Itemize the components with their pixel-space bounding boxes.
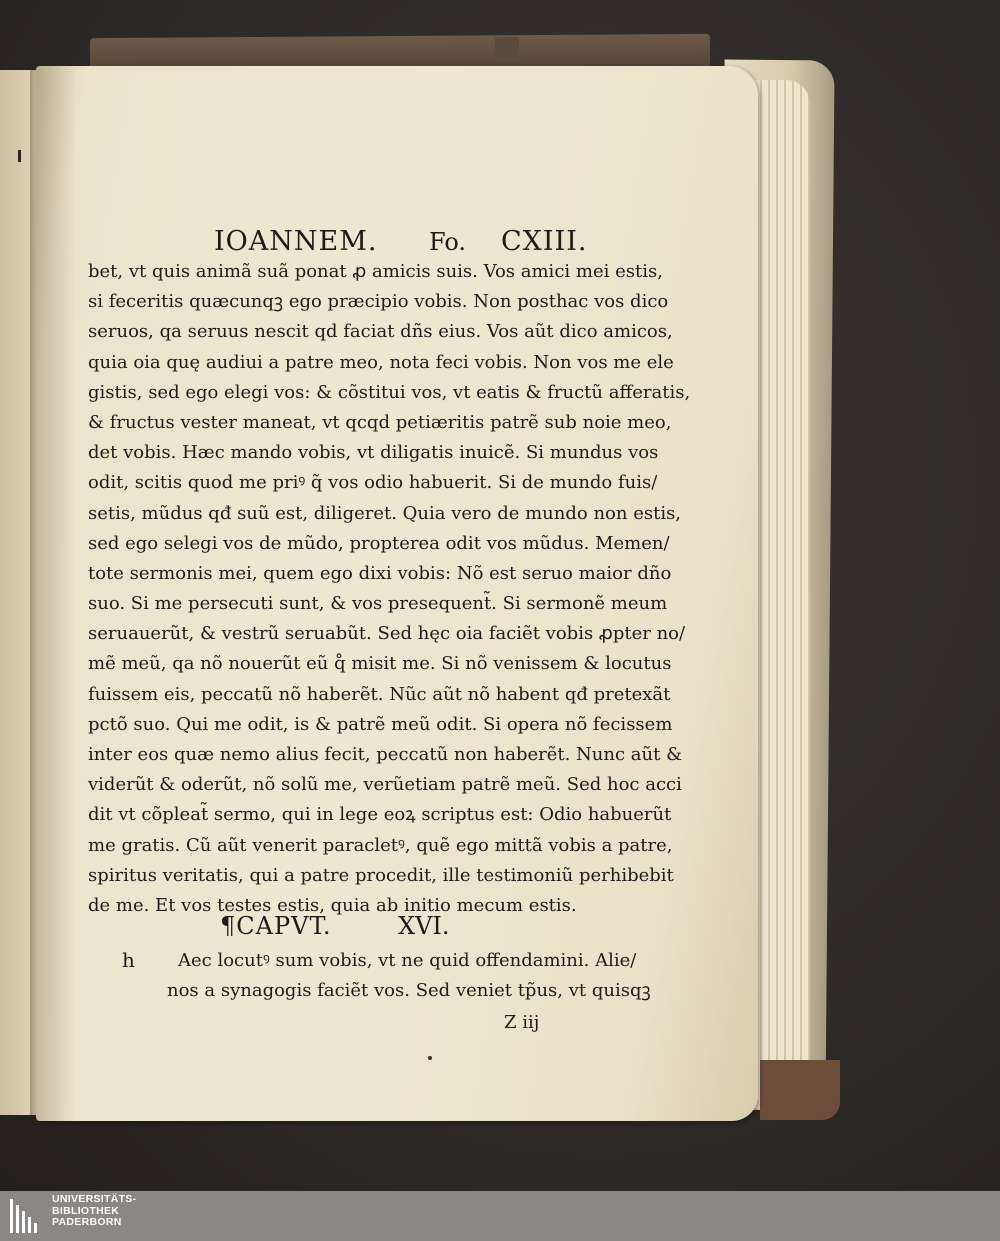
text-line: mẽ meũ, qa nõ nouerũt eũ q̊ misit me. Si nõ venissem & locutus [88, 653, 672, 675]
library-name-line: BIBLIOTHEK [52, 1204, 120, 1217]
gutter-shadow [36, 66, 76, 1121]
text-line: de me. Et vos testes estis, quia ab initio mecum estis. [88, 894, 577, 916]
text-line: seruos, qa seruus nescit qd faciat dñs eius. Vos aũt dico amicos, [88, 321, 673, 343]
chapter-heading: ¶CAPVT. [220, 912, 332, 940]
text-line: si feceritis quæcunqꝫ ego præcipio vobis. Non posthac vos dico [88, 291, 669, 313]
text-line: dit vt cõpleat̃ sermo, qui in lege eoꝝ scriptus est: Odio habuerũt [88, 804, 672, 826]
text-line: & fructus vester maneat, vt qcqd petiæritis patrẽ sub noie meo, [88, 411, 672, 433]
book-page [36, 66, 758, 1121]
text-line: viderũt & oderũt, nõ solũ me, verũetiam patrẽ meũ. Sed hoc acci [88, 774, 682, 796]
book-cover-back-corner [760, 1060, 840, 1120]
text-line: det vobis. Hæc mando vobis, vt diligatis inuicẽ. Si mundus vos [88, 442, 659, 464]
chapter-number: XVI. [398, 912, 450, 940]
text-line: odit, scitis quod me priꝰ q̃ vos odio habuerit. Si de mundo fuis/ [88, 472, 658, 494]
running-head-title: IOANNEM. [214, 226, 378, 257]
folio-number: CXIII. [501, 226, 588, 257]
text-line: me gratis. Cũ aũt venerit paracletꝰ, quẽ ego mittã vobis a patre, [88, 834, 673, 856]
body-text [88, 257, 691, 921]
text-line: sed ego selegi vos de mũdo, propterea odit vos mũdus. Memen/ [88, 532, 670, 554]
library-name-line: UNIVERSITÄTS- [52, 1193, 137, 1205]
text-line: setis, mũdus qđ suũ est, diligeret. Quia vero de mundo non estis, [88, 502, 682, 524]
left-page-mark [18, 150, 21, 162]
ink-speck [428, 1056, 432, 1060]
text-line: bet, vt quis animã suã ponat ꝓ amicis suis. Vos amici mei estis, [88, 261, 663, 282]
library-name [52, 1194, 136, 1229]
text-line: spiritus veritatis, qui a patre procedit, ille testimoniũ perhibebit [88, 864, 674, 886]
signature-mark: Z iij [504, 1012, 540, 1033]
text-line: inter eos quæ nemo alius fecit, peccatũ non haberẽt. Nunc aũt & [88, 744, 683, 765]
text-line: pctõ suo. Qui me odit, is & patrẽ meũ odit. Si opera nõ fecissem [88, 713, 673, 735]
library-footer [0, 1191, 1000, 1241]
text-line: gistis, sed ego elegi vos: & cõstitui vos, vt eatis & fructũ afferatis, [88, 381, 691, 403]
chapter-text-line: Aec locutꝰ sum vobis, vt ne quid offendamini. Alie/ [178, 950, 637, 971]
text-line: tote sermonis mei, quem ego dixi vobis: Nõ est seruo maior dño [88, 562, 672, 584]
initial-guide-letter: h [122, 948, 135, 972]
book-clasp [495, 37, 519, 63]
folio-label: Fo. [429, 228, 466, 256]
chapter-text-line: nos a synagogis faciẽt vos. Sed veniet tp̃us, vt quisqꝫ [167, 980, 651, 1001]
left-page-fragment [0, 70, 32, 1115]
text-line: suo. Si me persecuti sunt, & vos presequent̃. Si sermonẽ meum [88, 593, 668, 615]
text-line: seruauerũt, & vestrũ seruabũt. Sed hęc oia faciẽt vobis ꝓpter no/ [88, 623, 686, 645]
text-line: fuissem eis, peccatũ nõ haberẽt. Nũc aũt nõ habent qđ pretexãt [88, 683, 671, 705]
library-logo-icon [10, 1199, 46, 1233]
library-name-line: PADERBORN [52, 1216, 122, 1228]
text-line: quia oia quę audiui a patre meo, nota feci vobis. Non vos me ele [88, 351, 674, 373]
